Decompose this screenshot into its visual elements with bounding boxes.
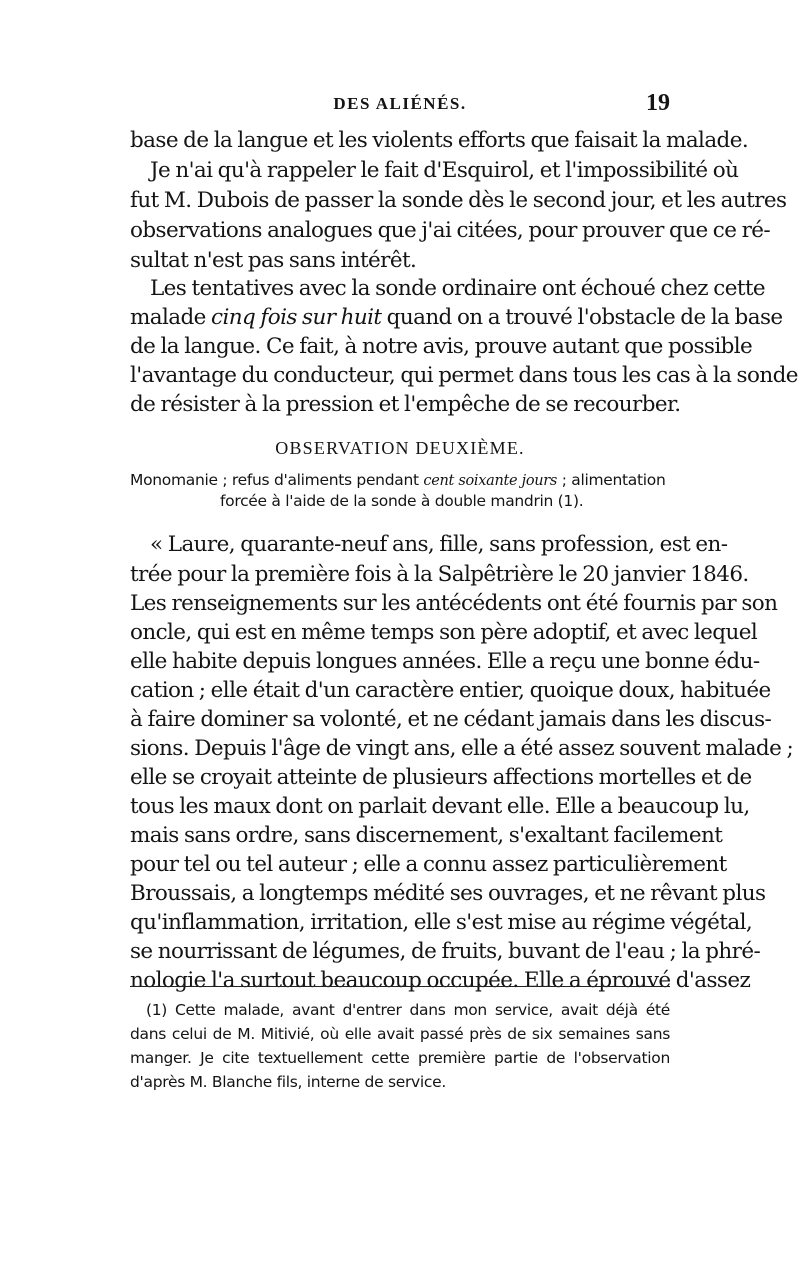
section-title: OBSERVATION DEUXIÈME. [275, 438, 525, 458]
body-line: de résister à la pression et l'empêche de se recourber. [130, 392, 681, 417]
body-line: qu'inflammation, irritation, elle s'est mise au régime végétal, [130, 910, 753, 935]
footnote-rule [130, 986, 670, 987]
body-line: oncle, qui est en même temps son père adoptif, et avec lequel [130, 620, 758, 645]
body-line: tous les maux dont on parlait devant elle. Elle a beaucoup lu, [130, 794, 750, 819]
body-line: Les renseignements sur les antécédents ont été fournis par son [130, 591, 778, 616]
body-line: se nourrissant de légumes, de fruits, buvant de l'eau ; la phré- [130, 939, 761, 964]
body-line: Broussais, a longtemps médité ses ouvrages, et ne rêvant plus [130, 881, 766, 906]
footnote-line: (1) Cette malade, avant d'entrer dans mon service, avait déjà été [146, 1001, 670, 1019]
text-run: ; alimentation [557, 471, 666, 489]
body-line: Je n'ai qu'à rappeler le fait d'Esquirol, et l'impossibilité où [150, 158, 739, 183]
body-line: à faire dominer sa volonté, et ne cédant jamais dans les discus- [130, 707, 772, 732]
body-line: sultat n'est pas sans intérêt. [130, 248, 417, 273]
body-line: mais sans ordre, sans discernement, s'exaltant facilement [130, 823, 723, 848]
section-summary-line [130, 470, 670, 491]
running-head: DES ALIÉNÉS. [333, 94, 467, 113]
body-line: de la langue. Ce fait, à notre avis, prouve autant que possible [130, 334, 753, 359]
footnote-line: dans celui de M. Mitivié, où elle avait passé près de six semaines sans [130, 1025, 670, 1043]
body-line: elle habite depuis longues années. Elle a reçu une bonne édu- [130, 649, 760, 674]
page-number: 19 [646, 90, 670, 116]
body-line: cation ; elle était d'un caractère entier, quoique doux, habituée [130, 678, 771, 703]
page-header [130, 90, 670, 124]
body-line: observations analogues que j'ai citées, pour prouver que ce ré- [130, 218, 771, 243]
text-run: quand on a trouvé l'obstacle de la base [381, 305, 783, 330]
body-line: l'avantage du conducteur, qui permet dans tous les cas à la sonde [130, 363, 798, 388]
text-run: Monomanie ; refus d'aliments pendant [130, 471, 424, 489]
body-line: nologie l'a surtout beaucoup occupée. Elle a éprouvé d'assez [130, 968, 751, 993]
footnote-line: d'après M. Blanche fils, interne de service. [130, 1073, 446, 1091]
body-line: « Laure, quarante-neuf ans, fille, sans profession, est en- [150, 532, 728, 557]
body-line: trée pour la première fois à la Salpêtrière le 20 janvier 1846. [130, 562, 749, 587]
body-line: fut M. Dubois de passer la sonde dès le second jour, et les autres [130, 188, 787, 213]
body-line: pour tel ou tel auteur ; elle a connu assez particulièrement [130, 852, 727, 877]
body-line: elle se croyait atteinte de plusieurs affections mortelles et de [130, 765, 752, 790]
section-summary-line: forcée à l'aide de la sonde à double mandrin (1). [220, 492, 584, 510]
text-run: malade [130, 305, 212, 330]
italic-emphasis: cent soixante jours [423, 473, 558, 489]
body-line: sions. Depuis l'âge de vingt ans, elle a été assez souvent malade ; [130, 736, 794, 761]
body-line [130, 303, 783, 333]
footnote-line: manger. Je cite textuellement cette première partie de l'observation [130, 1049, 670, 1067]
body-line: base de la langue et les violents efforts que faisait la malade. [130, 128, 749, 153]
body-line: Les tentatives avec la sonde ordinaire ont échoué chez cette [150, 276, 766, 301]
italic-emphasis: cinq fois sur huit [211, 305, 382, 330]
